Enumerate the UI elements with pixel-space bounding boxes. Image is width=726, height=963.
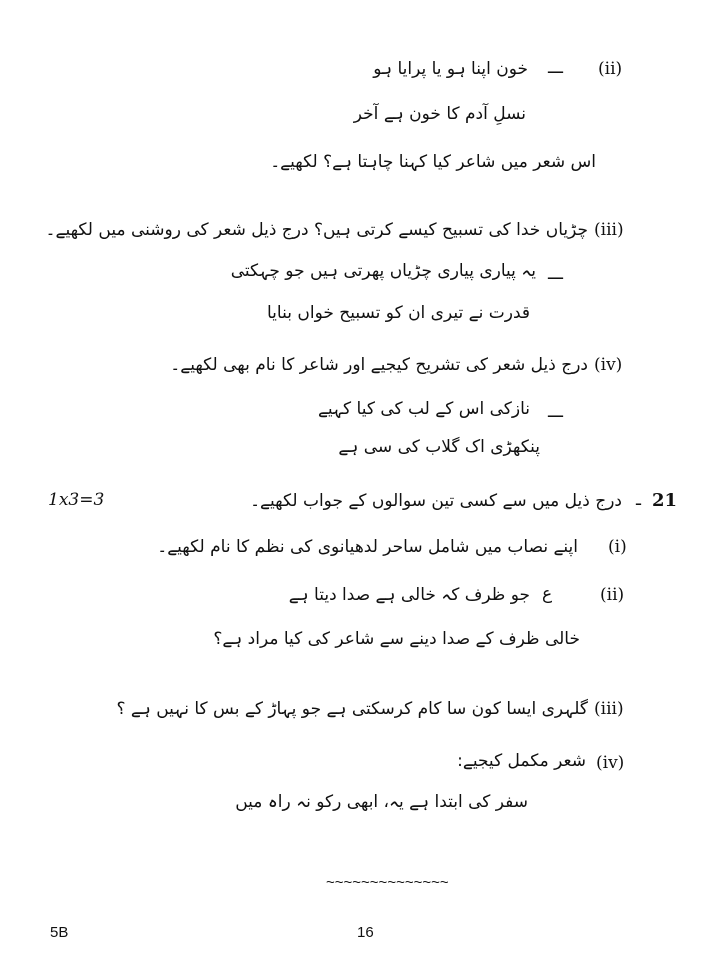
question-text: درج ذیل شعر کی تشریح کیجیے اور شاعر کا نام بھی لکھیے۔ [170,355,588,375]
item-number-iii: (iii) [594,220,624,240]
question-instruction: درج ذیل میں سے کسی تین سوالوں کے جواب لکھیے۔ [250,491,622,511]
marks-label: 1x3=3 [48,490,105,510]
item-number-iv: (iv) [596,753,625,773]
question-text: گلہری ایسا کون سا کام کرسکتی ہے جو پہاڑ کے بس کا نہیں ہے ؟ [116,699,588,719]
item-number-ii: (ii) [600,585,625,605]
question-text: شعر مکمل کیجیے: [457,751,586,771]
paper-code: 5B [50,924,69,941]
verse-line: سفر کی ابتدا ہے یہ، ابھی رکو نہ راہ میں [235,792,528,812]
number-dash: ـ [636,490,641,510]
verse-line-1: یہ پیاری پیاری چڑیاں پھرتی ہیں جو چہکتی [230,261,536,281]
question-text: خالی ظرف کے صدا دینے سے شاعر کی کیا مراد ہے؟ [213,629,580,649]
verse-line-1: خون اپنا ہو یا پرایا ہو [373,59,528,79]
question-text: اپنے نصاب میں شامل ساحر لدھیانوی کی نظم کا نام لکھیے۔ [157,537,578,557]
item-number-i: (i) [608,537,627,557]
verse-line-1: نازکی اس کے لب کی کیا کہیے [317,399,530,419]
verse-line: جو ظرف کہ خالی ہے صدا دیتا ہے [288,585,530,605]
verse-line-2: نسلِ آدم کا خون ہے آخر [353,104,526,124]
verse-marker: ـــ [548,402,563,422]
verse-line-2: قدرت نے تیری ان کو تسبیح خواں بنایا [267,303,530,323]
verse-marker: ع [542,584,553,604]
question-number: 21 [652,490,678,511]
item-number-iii: (iii) [594,699,624,719]
item-number-ii: (ii) [598,59,623,79]
end-divider: ~~~~~~~~~~~~~~ [326,874,449,891]
question-text: اس شعر میں شاعر کیا کہنا چاہتا ہے؟ لکھیے۔ [270,152,596,172]
verse-marker: ـــ [548,264,563,284]
verse-marker: ـــ [548,58,563,78]
verse-line-2: پنکھڑی اک گلاب کی سی ہے [338,437,540,457]
item-number-iv: (iv) [594,355,623,375]
page-number: 16 [357,924,374,941]
question-text: چڑیاں خدا کی تسبیح کیسے کرتی ہیں؟ درج ذیل شعر کی روشنی میں لکھیے۔ [45,220,588,240]
